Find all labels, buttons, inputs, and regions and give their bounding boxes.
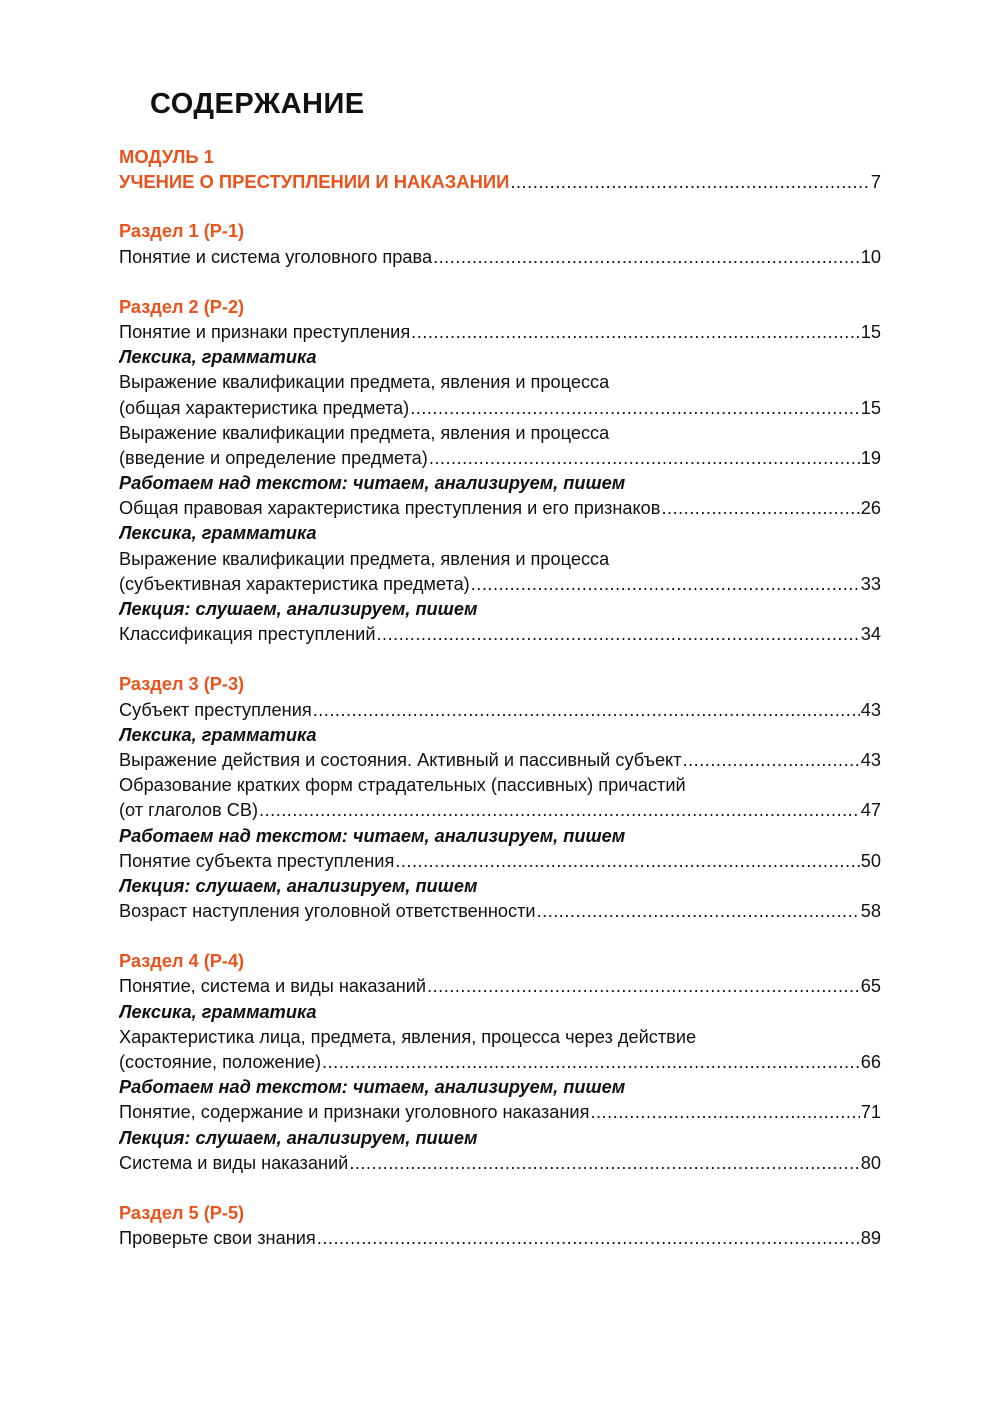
dot-leader (471, 572, 860, 597)
entry-title: (состояние, положение) (119, 1052, 322, 1072)
entry-subheading: Работаем над текстом: читаем, анализируем, пишем (119, 1077, 626, 1098)
entry-title: (введение и определение предмета) (119, 447, 428, 468)
page-number: 89 (860, 1228, 881, 1249)
page-number: 33 (860, 573, 881, 594)
entry-title: Общая правовая характеристика преступления и его признаков (119, 498, 661, 519)
toc-entry[interactable] (119, 1151, 881, 1176)
page-number: 43 (860, 699, 881, 720)
entry-title-line: Выражение квалификации предмета, явления и процесса (119, 548, 610, 569)
entry-title: Понятие и система уголовного права (119, 246, 433, 267)
section-heading: Раздел 4 (Р-4) (119, 951, 245, 972)
toc-section (119, 1201, 881, 1251)
entry-title-line: Характеристика лица, предмета, явления, процесса через действие (119, 1026, 697, 1047)
page-number: 19 (860, 447, 881, 468)
entry-title: Система и виды наказаний (119, 1152, 349, 1173)
page-number: 47 (860, 800, 881, 821)
toc-entry[interactable] (119, 899, 881, 924)
entry-title-line: Выражение квалификации предмета, явления и процесса (119, 372, 610, 393)
dot-leader (537, 899, 860, 924)
dot-leader (590, 1100, 859, 1125)
entry-title: Классификация преступлений (119, 624, 376, 645)
page-number: 66 (860, 1052, 881, 1072)
entry-title: Понятие, содержание и признаки уголовного наказания (119, 1102, 590, 1123)
dot-leader (661, 496, 859, 521)
toc-entry[interactable] (119, 798, 881, 823)
toc-section (119, 672, 881, 924)
entry-title: Проверьте свои знания (119, 1228, 316, 1249)
entry-subheading: Лекция: слушаем, анализируем, пишем (119, 599, 478, 619)
dot-leader (259, 798, 860, 823)
entry-title: (от глаголов СВ) (119, 800, 259, 821)
entry-subheading: Лексика, грамматика (119, 347, 317, 368)
entry-title: Понятие субъекта преступления (119, 850, 395, 871)
dot-leader (376, 622, 859, 647)
toc-entry[interactable] (119, 1226, 881, 1251)
entry-subheading: Лексика, грамматика (119, 1001, 317, 1022)
entry-subheading: Работаем над текстом: читаем, анализируем, пишем (119, 473, 626, 494)
toc-entry[interactable] (119, 1100, 881, 1125)
page-number: 7 (870, 171, 881, 193)
section-heading: Раздел 2 (Р-2) (119, 296, 245, 317)
dot-leader (322, 1050, 860, 1075)
dot-leader (317, 1226, 860, 1251)
module-title: УЧЕНИЕ О ПРЕСТУПЛЕНИИ И НАКАЗАНИИ (119, 171, 510, 193)
entry-title-line: Образование кратких форм страдательных (пассивных) причастий (119, 775, 686, 796)
section-heading: Раздел 1 (Р-1) (119, 221, 245, 242)
page-number: 10 (860, 246, 881, 267)
module-title-entry[interactable] (119, 169, 881, 194)
dot-leader (427, 974, 860, 999)
entry-title: Субъект преступления (119, 699, 312, 720)
sections-list (119, 219, 881, 1251)
page-number: 15 (860, 397, 881, 418)
page-number: 50 (860, 850, 881, 871)
toc-entry[interactable] (119, 572, 881, 597)
dot-leader (683, 748, 860, 773)
page-number: 15 (860, 321, 881, 342)
dot-leader (313, 698, 860, 723)
entry-subheading: Лекция: слушаем, анализируем, пишем (119, 1127, 478, 1148)
entry-title: Понятие и признаки преступления (119, 321, 411, 342)
dot-leader (410, 396, 860, 421)
dot-leader (510, 169, 869, 194)
entry-title: (субъективная характеристика предмета) (119, 573, 470, 594)
page-number: 26 (860, 498, 881, 519)
toc-section (119, 295, 881, 648)
toc-entry[interactable] (119, 698, 881, 723)
table-of-contents (119, 144, 881, 1251)
toc-entry[interactable] (119, 496, 881, 521)
toc-entry[interactable] (119, 1050, 881, 1075)
toc-entry[interactable] (119, 622, 881, 647)
toc-entry[interactable] (119, 974, 881, 999)
entry-title: Выражение действия и состояния. Активный и пассивный субъект (119, 749, 682, 770)
toc-entry[interactable] (119, 446, 881, 471)
page-number: 65 (860, 976, 881, 997)
section-heading: Раздел 5 (Р-5) (119, 1202, 245, 1223)
entry-subheading: Лексика, грамматика (119, 724, 317, 745)
toc-entry[interactable] (119, 748, 881, 773)
dot-leader (429, 446, 860, 471)
toc-section (119, 949, 881, 1176)
section-heading: Раздел 3 (Р-3) (119, 674, 245, 695)
entry-title: Возраст наступления уголовной ответственности (119, 901, 536, 922)
page-number: 58 (860, 901, 881, 922)
entry-subheading: Работаем над текстом: читаем, анализируем, пишем (119, 825, 626, 846)
entry-title: Понятие, система и виды наказаний (119, 976, 427, 997)
page-number: 71 (860, 1102, 881, 1123)
toc-entry[interactable] (119, 396, 881, 421)
dot-leader (433, 245, 860, 270)
toc-section (119, 219, 881, 269)
dot-leader (411, 320, 860, 345)
module-label: МОДУЛЬ 1 (119, 146, 214, 167)
toc-entry[interactable] (119, 849, 881, 874)
entry-title: (общая характеристика предмета) (119, 397, 410, 418)
entry-subheading: Лексика, грамматика (119, 523, 317, 544)
page-title: СОДЕРЖАНИЕ (150, 88, 365, 120)
toc-entry[interactable] (119, 320, 881, 345)
page-number: 43 (860, 749, 881, 770)
dot-leader (395, 849, 859, 874)
toc-entry[interactable] (119, 245, 881, 270)
entry-subheading: Лекция: слушаем, анализируем, пишем (119, 875, 478, 896)
dot-leader (349, 1151, 859, 1176)
page-number: 80 (860, 1152, 881, 1173)
entry-title-line: Выражение квалификации предмета, явления и процесса (119, 422, 610, 443)
page-number: 34 (860, 624, 881, 645)
